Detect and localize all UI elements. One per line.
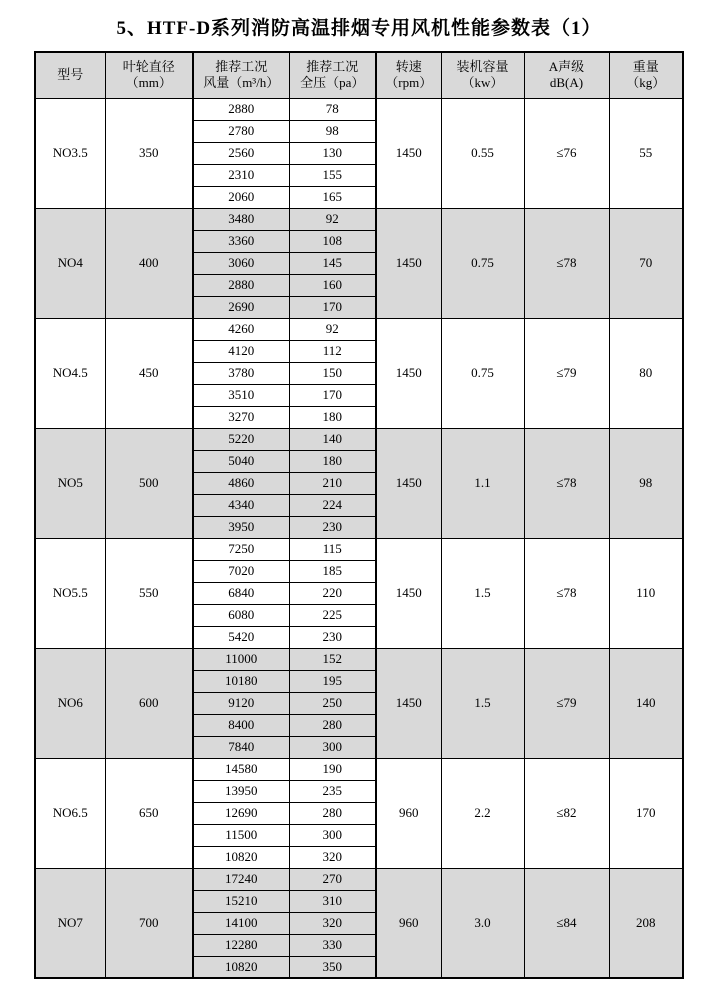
pressure-cell: 330 (289, 934, 376, 956)
pressure-cell: 92 (289, 318, 376, 340)
flow-cell: 3360 (193, 230, 289, 252)
fan-spec-table (34, 51, 684, 979)
flow-cell: 11000 (193, 648, 289, 670)
flow-cell: 3060 (193, 252, 289, 274)
header-text: 重量 (632, 59, 659, 74)
power-cell: 1.5 (441, 648, 524, 758)
flow-cell: 12280 (193, 934, 289, 956)
flow-cell: 11500 (193, 824, 289, 846)
pressure-cell: 350 (289, 956, 376, 978)
table-row (35, 98, 683, 120)
flow-cell: 2880 (193, 274, 289, 296)
noise-cell: ≤79 (524, 648, 609, 758)
flow-cell: 3270 (193, 406, 289, 428)
pressure-cell: 300 (289, 736, 376, 758)
diameter-cell: 700 (105, 868, 193, 978)
flow-cell: 13950 (193, 780, 289, 802)
flow-cell: 15210 (193, 890, 289, 912)
pressure-cell: 224 (289, 494, 376, 516)
pressure-cell: 250 (289, 692, 376, 714)
noise-cell: ≤82 (524, 758, 609, 868)
table-row (35, 428, 683, 450)
pressure-cell: 190 (289, 758, 376, 780)
flow-cell: 4260 (193, 318, 289, 340)
flow-cell: 7020 (193, 560, 289, 582)
weight-cell: 55 (609, 98, 683, 208)
model-cell: NO6 (35, 648, 105, 758)
table-row (35, 538, 683, 560)
header-text: 装机容量 (456, 59, 509, 74)
diameter-cell: 450 (105, 318, 193, 428)
flow-cell: 14100 (193, 912, 289, 934)
table-body (35, 98, 683, 978)
header-text: 叶轮直径 (122, 59, 175, 74)
diameter-cell: 350 (105, 98, 193, 208)
weight-cell: 140 (609, 648, 683, 758)
weight-cell: 110 (609, 538, 683, 648)
speed-cell: 960 (376, 758, 441, 868)
table-row (35, 758, 683, 780)
pressure-cell: 280 (289, 714, 376, 736)
flow-cell: 4120 (193, 340, 289, 362)
flow-cell: 12690 (193, 802, 289, 824)
model-cell: NO6.5 (35, 758, 105, 868)
header-text: 推荐工况 (306, 59, 359, 74)
power-cell: 0.75 (441, 318, 524, 428)
weight-cell: 80 (609, 318, 683, 428)
pressure-cell: 195 (289, 670, 376, 692)
pressure-cell: 180 (289, 406, 376, 428)
header-text: dB(A) (549, 75, 584, 91)
pressure-cell: 180 (289, 450, 376, 472)
header-text: （kg） (626, 75, 666, 91)
speed-cell: 960 (376, 868, 441, 978)
pressure-cell: 165 (289, 186, 376, 208)
noise-cell: ≤78 (524, 538, 609, 648)
table-row (35, 318, 683, 340)
header-text: 转速 (395, 59, 422, 74)
header-text: （kw） (461, 75, 504, 91)
table-header (35, 52, 683, 98)
column-header-pressure (289, 52, 376, 98)
pressure-cell: 98 (289, 120, 376, 142)
header-text: 风量（m³/h） (203, 75, 280, 91)
pressure-cell: 145 (289, 252, 376, 274)
power-cell: 0.55 (441, 98, 524, 208)
flow-cell: 3510 (193, 384, 289, 406)
header-text: （rpm） (385, 75, 433, 91)
noise-cell: ≤79 (524, 318, 609, 428)
pressure-cell: 310 (289, 890, 376, 912)
model-cell: NO4 (35, 208, 105, 318)
pressure-cell: 220 (289, 582, 376, 604)
flow-cell: 10820 (193, 846, 289, 868)
flow-cell: 2880 (193, 98, 289, 120)
pressure-cell: 320 (289, 846, 376, 868)
flow-cell: 5040 (193, 450, 289, 472)
noise-cell: ≤78 (524, 208, 609, 318)
pressure-cell: 108 (289, 230, 376, 252)
pressure-cell: 280 (289, 802, 376, 824)
column-header-flow (193, 52, 289, 98)
pressure-cell: 130 (289, 142, 376, 164)
flow-cell: 10820 (193, 956, 289, 978)
pressure-cell: 112 (289, 340, 376, 362)
column-header-power (441, 52, 524, 98)
pressure-cell: 230 (289, 516, 376, 538)
header-text: 推荐工况 (215, 59, 268, 74)
flow-cell: 3950 (193, 516, 289, 538)
speed-cell: 1450 (376, 208, 441, 318)
flow-cell: 2310 (193, 164, 289, 186)
pressure-cell: 300 (289, 824, 376, 846)
column-header-speed (376, 52, 441, 98)
header-text: A声级 (548, 59, 585, 74)
noise-cell: ≤76 (524, 98, 609, 208)
flow-cell: 4860 (193, 472, 289, 494)
model-cell: NO4.5 (35, 318, 105, 428)
pressure-cell: 230 (289, 626, 376, 648)
flow-cell: 2060 (193, 186, 289, 208)
flow-cell: 6840 (193, 582, 289, 604)
flow-cell: 9120 (193, 692, 289, 714)
column-header-weight (609, 52, 683, 98)
power-cell: 2.2 (441, 758, 524, 868)
pressure-cell: 270 (289, 868, 376, 890)
model-cell: NO5.5 (35, 538, 105, 648)
header-text: 型号 (57, 67, 84, 83)
column-header-model (35, 52, 105, 98)
pressure-cell: 150 (289, 362, 376, 384)
pressure-cell: 92 (289, 208, 376, 230)
flow-cell: 17240 (193, 868, 289, 890)
flow-cell: 7250 (193, 538, 289, 560)
header-text: 全压（pa） (300, 75, 365, 91)
flow-cell: 5420 (193, 626, 289, 648)
weight-cell: 70 (609, 208, 683, 318)
power-cell: 1.1 (441, 428, 524, 538)
flow-cell: 7840 (193, 736, 289, 758)
model-cell: NO3.5 (35, 98, 105, 208)
pressure-cell: 320 (289, 912, 376, 934)
diameter-cell: 600 (105, 648, 193, 758)
pressure-cell: 160 (289, 274, 376, 296)
speed-cell: 1450 (376, 428, 441, 538)
flow-cell: 8400 (193, 714, 289, 736)
pressure-cell: 155 (289, 164, 376, 186)
model-cell: NO5 (35, 428, 105, 538)
table-row (35, 208, 683, 230)
flow-cell: 10180 (193, 670, 289, 692)
power-cell: 0.75 (441, 208, 524, 318)
flow-cell: 4340 (193, 494, 289, 516)
pressure-cell: 225 (289, 604, 376, 626)
speed-cell: 1450 (376, 318, 441, 428)
pressure-cell: 235 (289, 780, 376, 802)
pressure-cell: 210 (289, 472, 376, 494)
flow-cell: 3780 (193, 362, 289, 384)
header-row (35, 52, 683, 98)
flow-cell: 2780 (193, 120, 289, 142)
pressure-cell: 140 (289, 428, 376, 450)
table-row (35, 868, 683, 890)
speed-cell: 1450 (376, 538, 441, 648)
diameter-cell: 650 (105, 758, 193, 868)
weight-cell: 98 (609, 428, 683, 538)
pressure-cell: 185 (289, 560, 376, 582)
flow-cell: 6080 (193, 604, 289, 626)
pressure-cell: 170 (289, 296, 376, 318)
flow-cell: 2690 (193, 296, 289, 318)
header-text: （mm） (125, 75, 172, 91)
power-cell: 3.0 (441, 868, 524, 978)
speed-cell: 1450 (376, 648, 441, 758)
power-cell: 1.5 (441, 538, 524, 648)
page-title: 5、HTF-D系列消防高温排烟专用风机性能参数表（1） (116, 18, 602, 39)
pressure-cell: 115 (289, 538, 376, 560)
column-header-diameter (105, 52, 193, 98)
diameter-cell: 400 (105, 208, 193, 318)
flow-cell: 2560 (193, 142, 289, 164)
table-row (35, 648, 683, 670)
weight-cell: 208 (609, 868, 683, 978)
pressure-cell: 170 (289, 384, 376, 406)
model-cell: NO7 (35, 868, 105, 978)
flow-cell: 3480 (193, 208, 289, 230)
pressure-cell: 152 (289, 648, 376, 670)
column-header-noise (524, 52, 609, 98)
flow-cell: 14580 (193, 758, 289, 780)
diameter-cell: 500 (105, 428, 193, 538)
pressure-cell: 78 (289, 98, 376, 120)
speed-cell: 1450 (376, 98, 441, 208)
diameter-cell: 550 (105, 538, 193, 648)
flow-cell: 5220 (193, 428, 289, 450)
weight-cell: 170 (609, 758, 683, 868)
noise-cell: ≤78 (524, 428, 609, 538)
noise-cell: ≤84 (524, 868, 609, 978)
